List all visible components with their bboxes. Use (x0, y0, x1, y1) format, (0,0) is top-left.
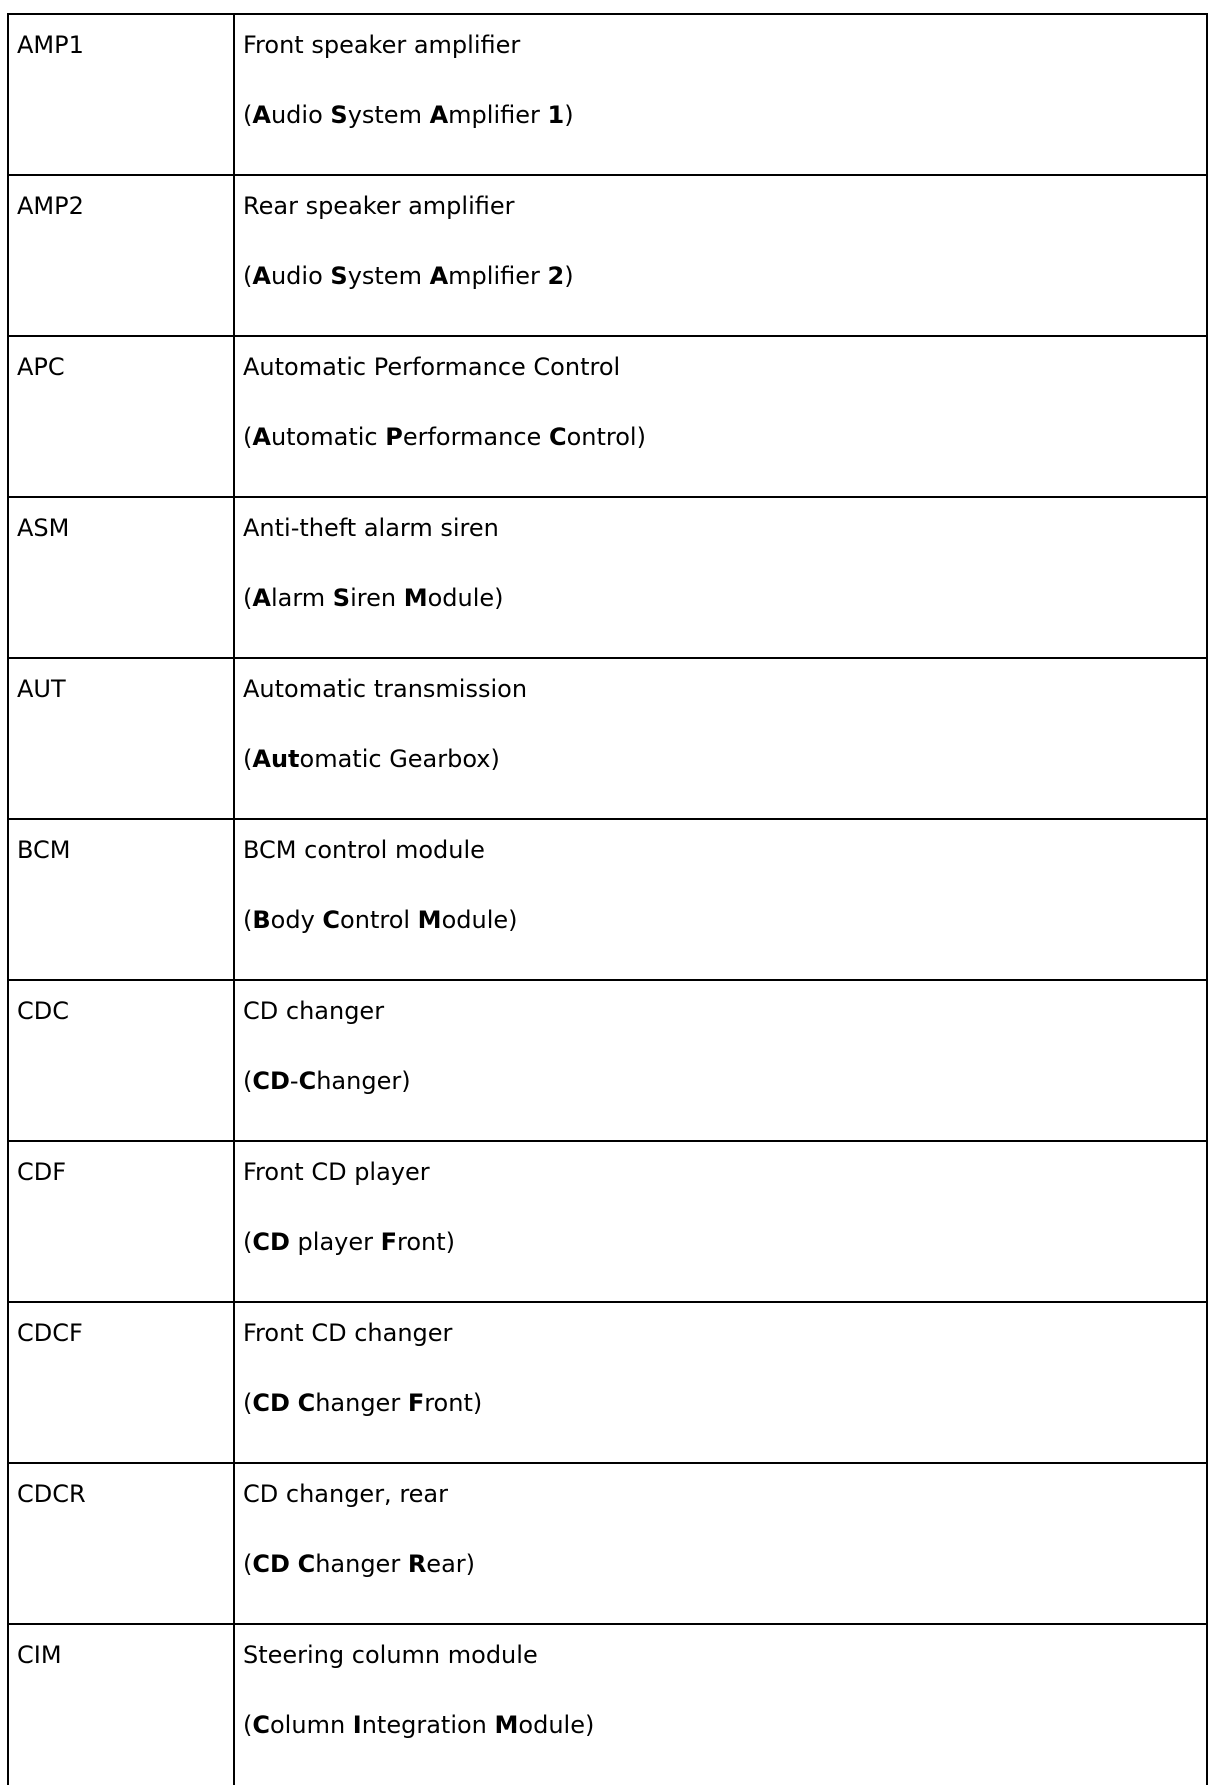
abbreviation-cell (8, 658, 234, 819)
expansion-initial: CD (252, 1228, 290, 1256)
expansion-segment: ( (243, 1711, 253, 1739)
abbreviation-text: AMP2 (17, 192, 84, 220)
abbreviation-cell (8, 1141, 234, 1302)
expansion-text (235, 1066, 1206, 1096)
abbreviation-cell (8, 980, 234, 1141)
abbreviation-cell (8, 14, 234, 175)
abbreviation-text: AMP1 (17, 31, 84, 59)
expansion-initial: A (429, 262, 449, 290)
description-text: Steering column module (243, 1641, 538, 1669)
expansion-initial: Aut (252, 745, 300, 773)
definition-cell (234, 1141, 1207, 1302)
abbreviation-text: CIM (17, 1641, 62, 1669)
abbreviation-cell (8, 1624, 234, 1785)
expansion-initial: CD (252, 1067, 290, 1095)
definition-cell (234, 1302, 1207, 1463)
expansion-segment: udio (270, 101, 331, 129)
table-row (8, 336, 1207, 497)
description-text: Anti-theft alarm siren (243, 514, 499, 542)
expansion-segment (290, 1389, 298, 1417)
expansion-initial: F (380, 1228, 398, 1256)
expansion-segment: ody (270, 906, 323, 934)
expansion-initial: A (252, 423, 271, 451)
expansion-segment: hanger (315, 1389, 408, 1417)
expansion-segment: ntegration (361, 1711, 495, 1739)
expansion-segment: ystem (347, 262, 430, 290)
expansion-text (235, 1227, 1206, 1257)
table-row (8, 980, 1207, 1141)
expansion-initial: C (548, 423, 567, 451)
expansion-initial: A (252, 584, 271, 612)
expansion-initial: CD (252, 1550, 290, 1578)
expansion-segment: - (289, 1067, 299, 1095)
expansion-text (235, 905, 1206, 935)
definition-cell (234, 497, 1207, 658)
expansion-segment: ( (243, 1550, 253, 1578)
expansion-initial: CD (252, 1389, 290, 1417)
table-row (8, 1141, 1207, 1302)
table-row (8, 14, 1207, 175)
abbreviation-table (7, 13, 1208, 1785)
description-text: Front CD player (243, 1158, 430, 1186)
table-row (8, 658, 1207, 819)
expansion-text (235, 744, 1206, 774)
expansion-segment: ront) (424, 1389, 483, 1417)
description-text: Front CD changer (243, 1319, 453, 1347)
expansion-text (235, 100, 1206, 130)
expansion-segment: ( (243, 101, 253, 129)
abbreviation-text: AUT (17, 675, 66, 703)
expansion-segment: ontrol (340, 906, 418, 934)
expansion-initial: P (385, 423, 403, 451)
abbreviation-text: CDCF (17, 1319, 83, 1347)
description-text: Rear speaker amplifier (243, 192, 515, 220)
description-text: Automatic transmission (243, 675, 528, 703)
expansion-segment: ( (243, 584, 253, 612)
expansion-initial: C (297, 1389, 316, 1417)
abbreviation-text: ASM (17, 514, 70, 542)
abbreviation-cell (8, 1302, 234, 1463)
expansion-segment: ear) (426, 1550, 475, 1578)
definition-cell (234, 1463, 1207, 1624)
table-row (8, 1624, 1207, 1785)
description-text: CD changer (243, 997, 385, 1025)
expansion-segment: ( (243, 745, 253, 773)
table-row (8, 497, 1207, 658)
expansion-segment: ) (564, 101, 574, 129)
abbreviation-cell (8, 819, 234, 980)
abbreviation-text: CDCR (17, 1480, 86, 1508)
expansion-segment: ( (243, 1389, 253, 1417)
description-text: Automatic Performance Control (243, 353, 621, 381)
expansion-segment: ( (243, 1228, 253, 1256)
abbreviation-cell (8, 336, 234, 497)
abbreviation-cell (8, 497, 234, 658)
expansion-segment: udio (270, 262, 331, 290)
expansion-segment: ( (243, 906, 253, 934)
abbreviation-text: CDF (17, 1158, 67, 1186)
expansion-segment: ontrol) (566, 423, 646, 451)
expansion-initial: C (252, 1711, 270, 1739)
expansion-initial: M (494, 1711, 519, 1739)
expansion-text (235, 1710, 1206, 1740)
expansion-initial: C (297, 1550, 316, 1578)
expansion-text (235, 261, 1206, 291)
expansion-initial: F (407, 1389, 425, 1417)
definition-cell (234, 1624, 1207, 1785)
expansion-segment: olumn (270, 1711, 353, 1739)
definition-cell (234, 819, 1207, 980)
expansion-initial: A (252, 101, 271, 129)
expansion-text (235, 1549, 1206, 1579)
expansion-segment: hanger (315, 1550, 408, 1578)
expansion-segment: hanger) (316, 1067, 411, 1095)
expansion-initial: C (322, 906, 341, 934)
abbreviation-text: CDC (17, 997, 69, 1025)
definition-cell (234, 980, 1207, 1141)
expansion-initial: A (429, 101, 449, 129)
expansion-text (235, 1388, 1206, 1418)
expansion-segment: odule) (427, 584, 504, 612)
definition-cell (234, 175, 1207, 336)
definition-cell (234, 336, 1207, 497)
expansion-segment: larm (270, 584, 333, 612)
expansion-initial: R (407, 1550, 427, 1578)
expansion-initial: B (252, 906, 271, 934)
expansion-segment: ystem (347, 101, 430, 129)
expansion-segment: odule) (518, 1711, 595, 1739)
table-row (8, 819, 1207, 980)
expansion-segment: odule) (441, 906, 518, 934)
expansion-segment: omatic Gearbox) (299, 745, 500, 773)
table-row (8, 1302, 1207, 1463)
expansion-segment: erformance (402, 423, 549, 451)
expansion-segment: utomatic (270, 423, 386, 451)
expansion-segment: mplifier (448, 101, 548, 129)
abbreviation-cell (8, 1463, 234, 1624)
definition-cell (234, 14, 1207, 175)
expansion-text (235, 422, 1206, 452)
description-text: BCM control module (243, 836, 485, 864)
expansion-initial: I (352, 1711, 362, 1739)
expansion-segment: ( (243, 1067, 253, 1095)
expansion-text (235, 583, 1206, 613)
expansion-segment: ( (243, 423, 253, 451)
abbreviation-table-body (8, 14, 1207, 1785)
expansion-segment (290, 1550, 298, 1578)
expansion-segment: mplifier (448, 262, 548, 290)
expansion-initial: M (403, 584, 428, 612)
table-row (8, 175, 1207, 336)
expansion-initial: 2 (547, 262, 565, 290)
definition-cell (234, 658, 1207, 819)
expansion-segment: ( (243, 262, 253, 290)
abbreviation-text: APC (17, 353, 65, 381)
description-text: CD changer, rear (243, 1480, 448, 1508)
expansion-initial: S (330, 262, 348, 290)
expansion-initial: A (252, 262, 271, 290)
expansion-segment: player (289, 1228, 381, 1256)
table-row (8, 1463, 1207, 1624)
expansion-initial: M (417, 906, 442, 934)
abbreviation-cell (8, 175, 234, 336)
expansion-initial: 1 (547, 101, 565, 129)
expansion-initial: C (298, 1067, 317, 1095)
abbreviation-text: BCM (17, 836, 71, 864)
expansion-initial: S (330, 101, 348, 129)
expansion-segment: ) (564, 262, 574, 290)
expansion-segment: iren (350, 584, 404, 612)
description-text: Front speaker amplifier (243, 31, 521, 59)
expansion-segment: ront) (397, 1228, 456, 1256)
expansion-initial: S (332, 584, 351, 612)
